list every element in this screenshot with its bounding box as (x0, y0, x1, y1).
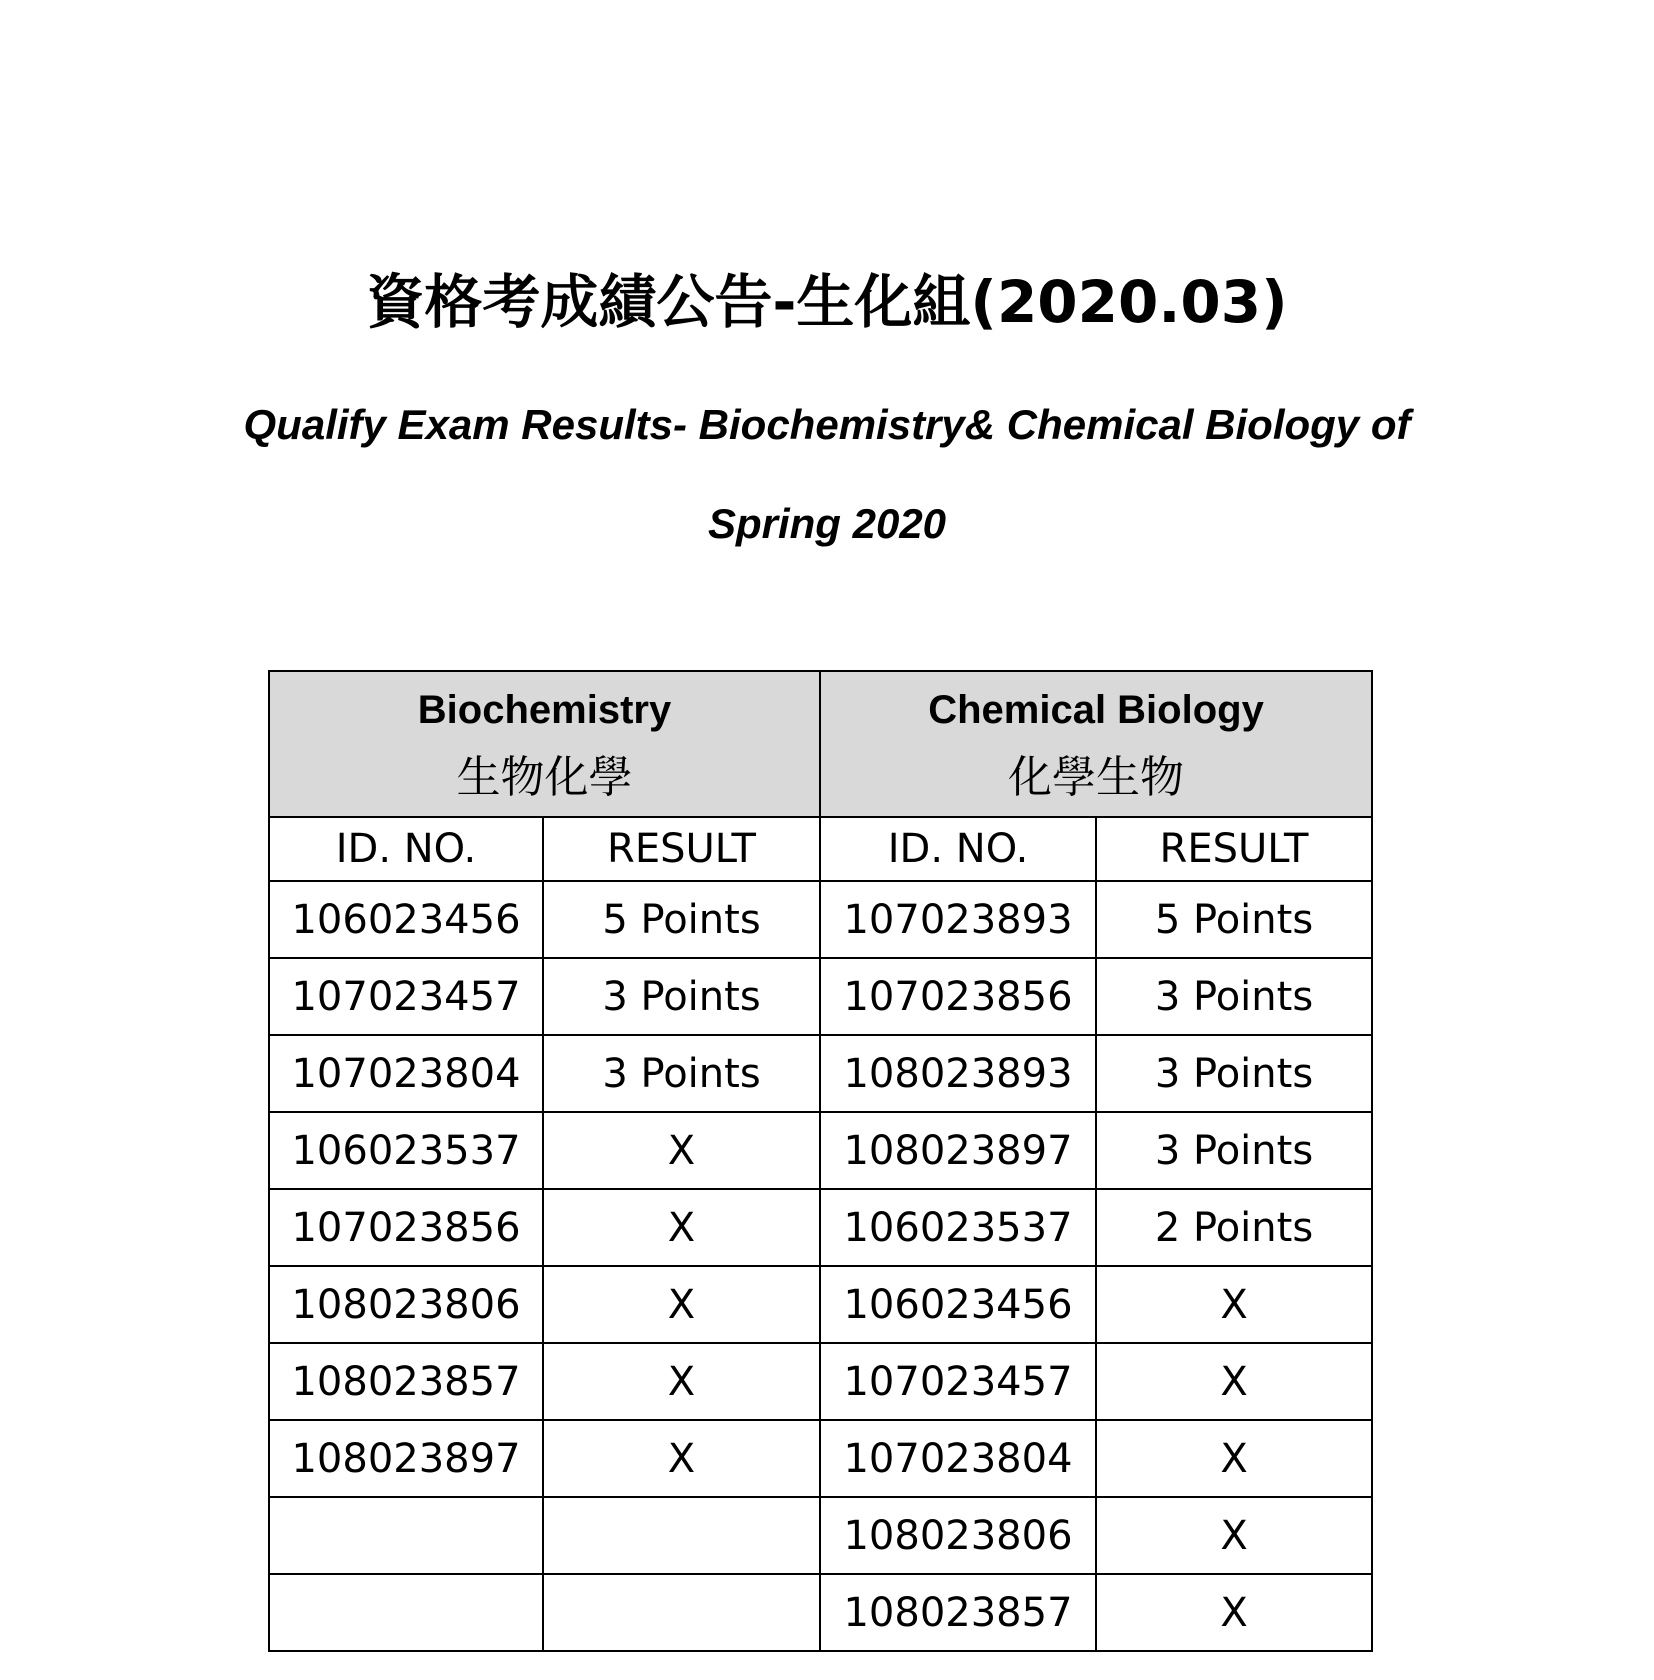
chembio-id-cell: 107023804 (820, 1420, 1096, 1497)
group-name-en: Biochemistry (417, 688, 672, 732)
group-header-row (269, 671, 1372, 817)
table-row (269, 1420, 1372, 1497)
table-row (269, 1112, 1372, 1189)
subtitle-line-1: Qualify Exam Results- Biochemistry& Chemical Biology of (243, 401, 1411, 448)
chembio-id-cell: 107023457 (820, 1343, 1096, 1420)
group-name-zh: 生物化學 (456, 752, 633, 803)
chembio-id-cell: 106023456 (820, 1266, 1096, 1343)
biochem-id-cell: 108023857 (269, 1343, 543, 1420)
chembio-result-cell: 5 Points (1096, 881, 1372, 958)
chembio-result-cell: 3 Points (1096, 1035, 1372, 1112)
group-header-biochemistry (269, 671, 820, 817)
table-row (269, 1343, 1372, 1420)
biochem-result-cell: 3 Points (543, 958, 820, 1035)
chembio-id-cell: 108023806 (820, 1497, 1096, 1574)
chembio-result-cell: X (1096, 1343, 1372, 1420)
chembio-result-cell: X (1096, 1497, 1372, 1574)
biochem-id-cell: 106023537 (269, 1112, 543, 1189)
chembio-result-cell: X (1096, 1266, 1372, 1343)
biochem-result-cell: X (543, 1343, 820, 1420)
chembio-result-cell: X (1096, 1574, 1372, 1651)
column-header-row (269, 817, 1372, 881)
page-title: 資格考成績公告-生化組(2020.03) (366, 268, 1288, 336)
biochem-id-cell: 107023856 (269, 1189, 543, 1266)
chembio-id-cell: 108023857 (820, 1574, 1096, 1651)
biochem-result-cell: X (543, 1189, 820, 1266)
biochem-id-cell: 108023897 (269, 1420, 543, 1497)
column-header-id: ID. NO. (820, 817, 1096, 881)
biochem-result-cell (543, 1497, 820, 1574)
biochem-result-cell: X (543, 1266, 820, 1343)
column-header-id: ID. NO. (269, 817, 543, 881)
biochem-id-cell: 106023456 (269, 881, 543, 958)
chembio-result-cell: 3 Points (1096, 958, 1372, 1035)
chembio-id-cell: 108023893 (820, 1035, 1096, 1112)
biochem-result-cell: X (543, 1112, 820, 1189)
table-row (269, 881, 1372, 958)
chembio-id-cell: 107023893 (820, 881, 1096, 958)
biochem-id-cell (269, 1574, 543, 1651)
group-header-chemical-biology (820, 671, 1372, 817)
results-body (269, 881, 1372, 1651)
biochem-id-cell: 107023804 (269, 1035, 543, 1112)
biochem-result-cell: X (543, 1420, 820, 1497)
subtitle-line-2: Spring 2020 (707, 500, 947, 547)
chembio-id-cell: 108023897 (820, 1112, 1096, 1189)
biochem-result-cell: 5 Points (543, 881, 820, 958)
table-row (269, 1266, 1372, 1343)
biochem-id-cell: 107023457 (269, 958, 543, 1035)
biochem-id-cell: 108023806 (269, 1266, 543, 1343)
results-table (268, 670, 1373, 1652)
chembio-id-cell: 106023537 (820, 1189, 1096, 1266)
biochem-result-cell: 3 Points (543, 1035, 820, 1112)
table-row (269, 1497, 1372, 1574)
chembio-result-cell: 2 Points (1096, 1189, 1372, 1266)
chembio-result-cell: 3 Points (1096, 1112, 1372, 1189)
group-name-zh: 化學生物 (1008, 752, 1185, 803)
column-header-result: RESULT (543, 817, 820, 881)
table-row (269, 1189, 1372, 1266)
table-row (269, 1574, 1372, 1651)
column-header-result: RESULT (1096, 817, 1372, 881)
chembio-result-cell: X (1096, 1420, 1372, 1497)
table-row (269, 1035, 1372, 1112)
biochem-id-cell (269, 1497, 543, 1574)
chembio-id-cell: 107023856 (820, 958, 1096, 1035)
table-row (269, 958, 1372, 1035)
biochem-result-cell (543, 1574, 820, 1651)
group-name-en: Chemical Biology (928, 688, 1264, 732)
